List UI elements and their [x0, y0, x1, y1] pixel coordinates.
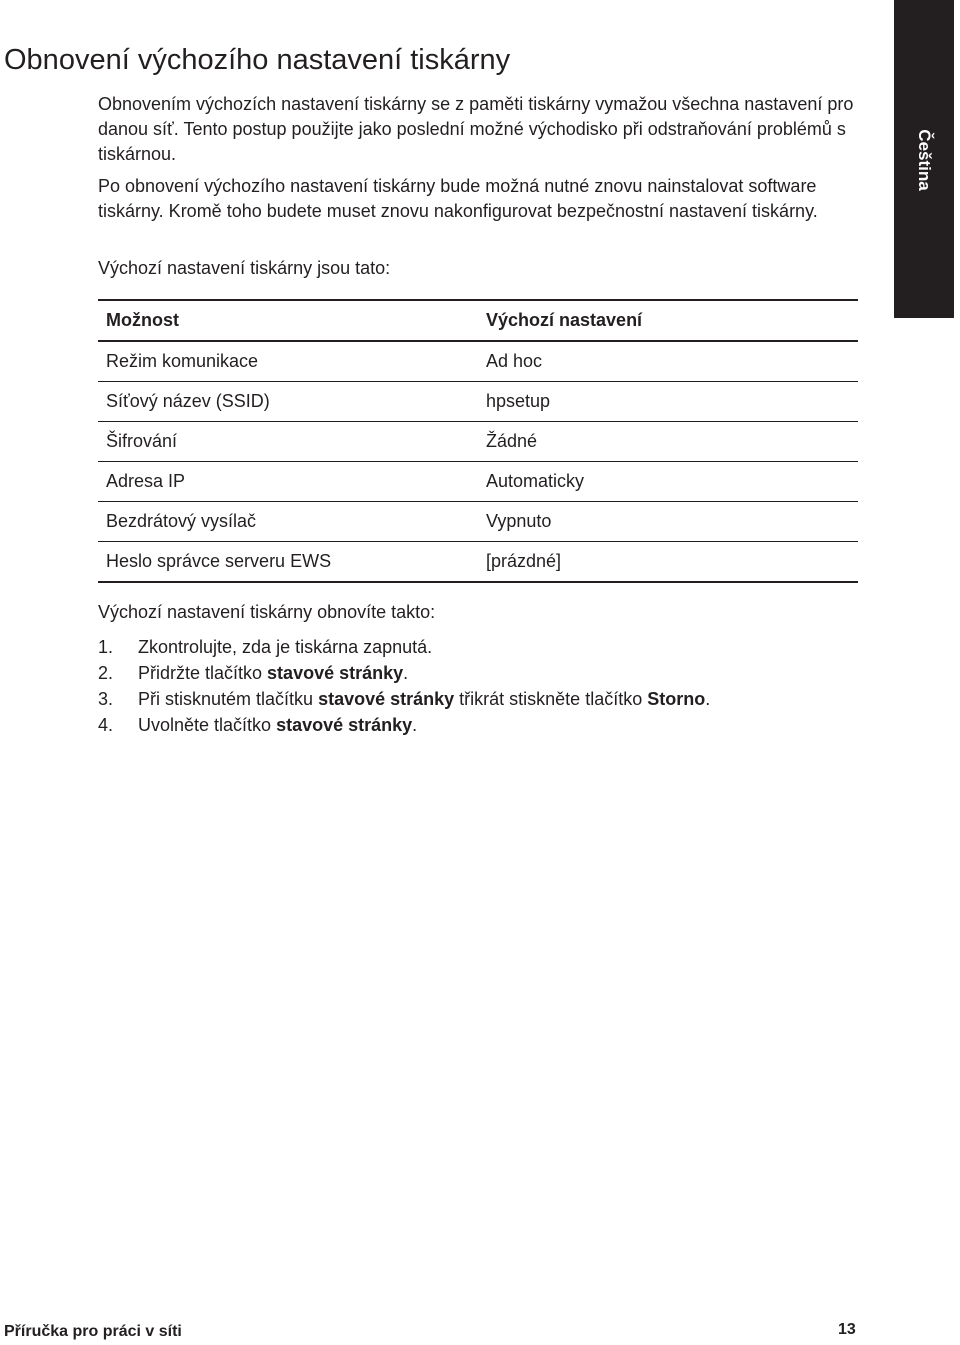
table-row [98, 542, 858, 583]
table-cell-default: Vypnuto [478, 502, 858, 542]
footer-manual-title: Příručka pro práci v síti [4, 1323, 182, 1340]
table-cell-option: Režim komunikace [98, 341, 478, 382]
table-row [98, 422, 858, 462]
step-text: Uvolněte tlačítko [138, 715, 277, 735]
step-number: 4. [98, 715, 114, 735]
list-item [98, 634, 858, 660]
step-text: . [705, 689, 711, 709]
step-text: Zkontrolujte, zda je tiskárna zapnutá. [138, 637, 433, 657]
step-text: . [403, 663, 409, 683]
defaults-intro-paragraph: Výchozí nastavení tiskárny jsou tato: [98, 258, 391, 278]
table-row [98, 502, 858, 542]
table-row [98, 341, 858, 382]
step-text: Přidržte tlačítko [138, 663, 268, 683]
step-text-bold: stavové stránky [267, 663, 404, 683]
list-item [98, 660, 858, 686]
table-cell-default: Ad hoc [478, 341, 858, 382]
step-text-bold: Storno [647, 689, 706, 709]
language-tab [894, 0, 954, 318]
table-cell-default: [prázdné] [486, 551, 562, 571]
language-tab-label: Čeština [915, 129, 934, 191]
table-cell-option: Bezdrátový vysílač [98, 502, 478, 542]
step-text-bold: stavové stránky [276, 715, 413, 735]
table-cell-default: Automaticky [478, 462, 858, 502]
column-header-option: Možnost [98, 300, 478, 341]
step-number: 1. [98, 637, 114, 657]
table-row [98, 382, 858, 422]
step-text: třikrát stiskněte tlačítko [454, 689, 648, 709]
list-item [98, 712, 858, 738]
table-cell-option: Adresa IP [98, 462, 478, 502]
column-header-default: Výchozí nastavení [478, 300, 858, 341]
table-cell-default: Žádné [478, 422, 858, 462]
reinstall-note-paragraph: Po obnovení výchozího nastavení tiskárny bude možná nutné znovu nainstalovat software tiskárny. Kromě toho budete muset znovu nakonfigurovat bezpečnostní nastavení tiskárny. [98, 176, 818, 221]
step-number: 2. [98, 663, 114, 683]
list-item [98, 686, 858, 712]
step-text: . [412, 715, 418, 735]
table-cell-default: hpsetup [478, 382, 858, 422]
default-settings-table [98, 299, 858, 583]
table-cell-option: Šifrování [98, 422, 478, 462]
step-number: 3. [98, 689, 114, 709]
step-text-bold: stavové stránky [318, 689, 455, 709]
steps-intro: Výchozí nastavení tiskárny obnovíte takto: [98, 602, 436, 622]
intro-paragraph: Obnovením výchozích nastavení tiskárny se z paměti tiskárny vymažou všechna nastavení pro danou síť. Tento postup použijte jako poslední možné východisko při odstraňování problémů s tiskárnou. [98, 94, 854, 164]
page-title: Obnovení výchozího nastavení tiskárny [4, 44, 511, 76]
table-cell-option: Heslo správce serveru EWS [106, 551, 332, 571]
table-cell-option: Síťový název (SSID) [98, 382, 478, 422]
reset-steps-list [98, 634, 858, 738]
table-row [98, 462, 858, 502]
table-header-row [98, 300, 858, 341]
step-text: Při stisknutém tlačítku [138, 689, 319, 709]
page-number: 13 [838, 1321, 856, 1338]
